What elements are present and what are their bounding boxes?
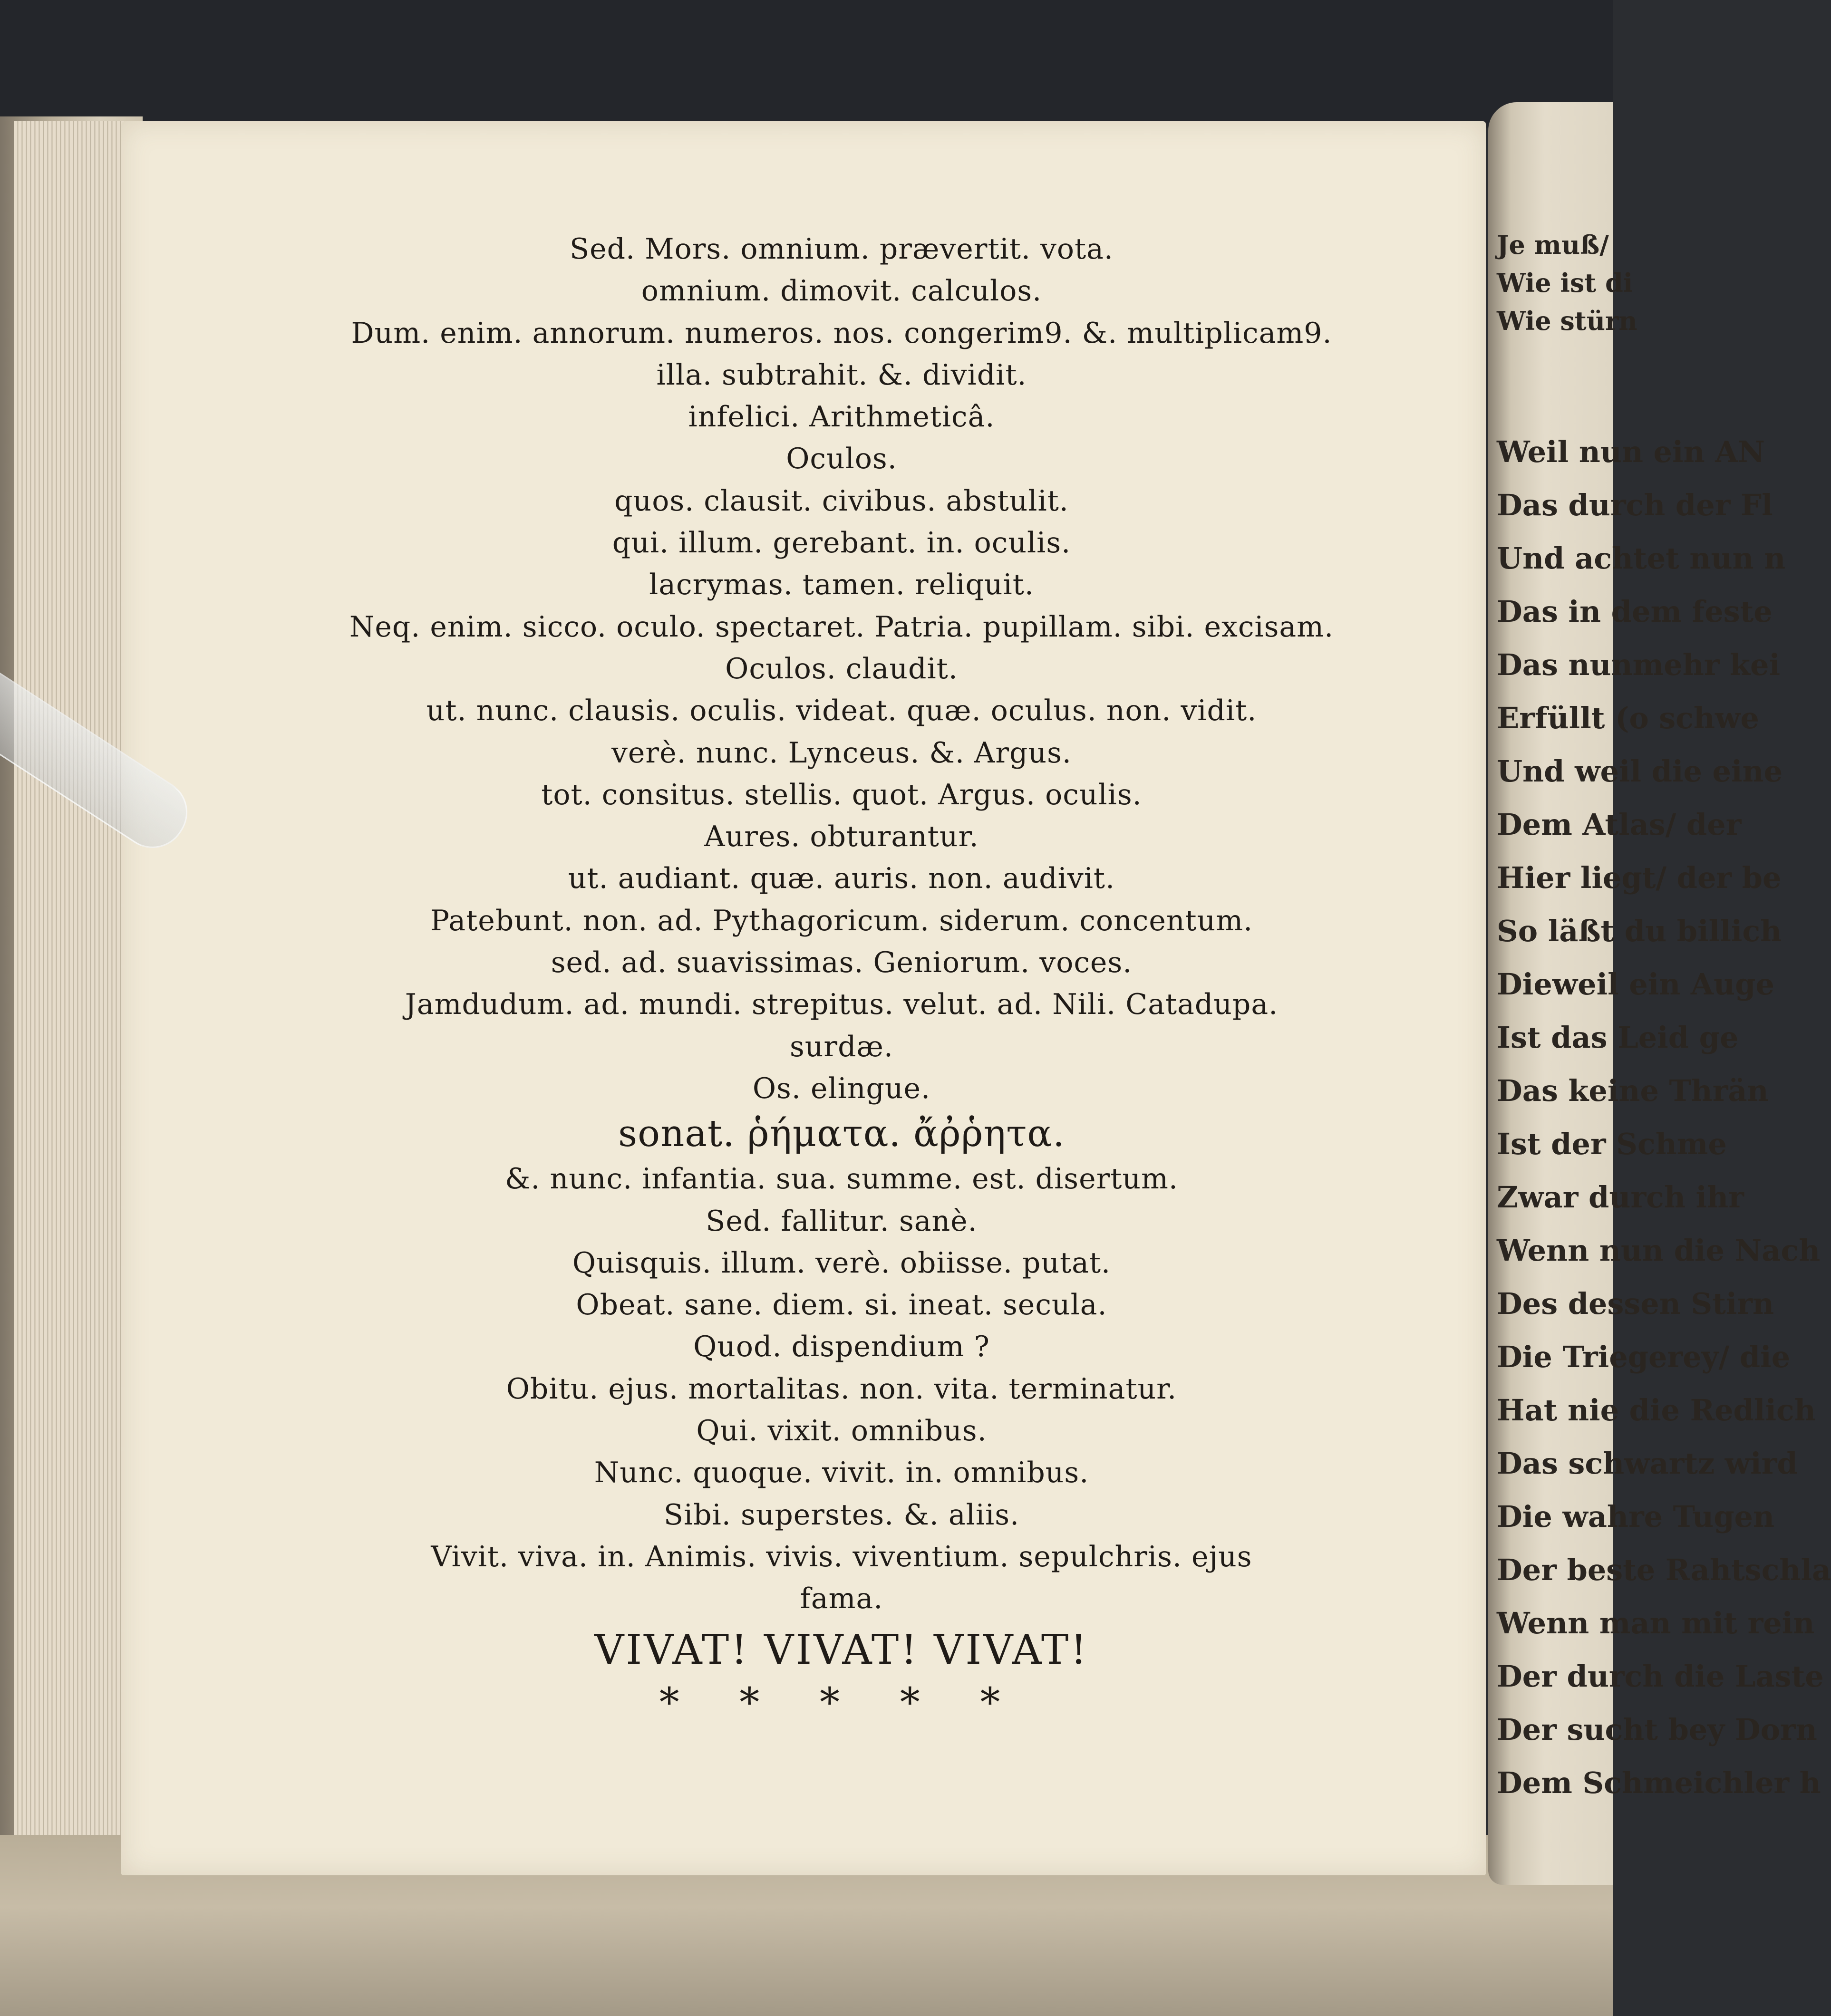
facing-line-fragment: Zwar durch ihr — [1497, 1180, 1744, 1215]
text-line: qui. illum. gerebant. in. oculis. — [612, 526, 1071, 560]
printed-text-block — [266, 228, 1417, 1728]
text-line: surdæ. — [790, 1030, 893, 1063]
facing-line-fragment: Und achtet nun n — [1497, 541, 1786, 576]
text-line: Jamdudum. ad. mundi. strepitus. velut. ad. Nili. Catadupa. — [405, 988, 1279, 1022]
facing-line-fragment: Der beste Rahtschla — [1497, 1553, 1831, 1587]
text-line: Obeat. sane. diem. si. ineat. secula. — [576, 1288, 1107, 1322]
facing-line-fragment: Die Triegerey/ die — [1497, 1340, 1791, 1374]
text-line: omnium. dimovit. calculos. — [641, 274, 1042, 308]
facing-line-fragment: Das durch der Fl — [1497, 488, 1773, 522]
text-line: Os. elingue. — [752, 1071, 931, 1105]
text-line: fama. — [800, 1582, 883, 1616]
facing-line-fragment: Die wahre Tugen — [1497, 1499, 1775, 1534]
closing-acclamation: VIVAT! VIVAT! VIVAT! — [594, 1626, 1089, 1674]
asterism-ornament: * * * * * — [659, 1678, 1024, 1726]
text-line: infelici. Arithmeticâ. — [688, 400, 995, 434]
facing-line-fragment: Ist der Schme — [1497, 1127, 1727, 1161]
text-line: Sed. Mors. omnium. prævertit. vota. — [570, 232, 1114, 266]
text-line: Patebunt. non. ad. Pythagoricum. siderum. concentum. — [430, 904, 1253, 937]
backdrop — [0, 0, 1613, 128]
facing-line-fragment: Wenn man mit rein — [1497, 1606, 1815, 1640]
facing-line-fragment: Weil nun ein AN — [1497, 434, 1765, 469]
text-line: Nunc. quoque. vivit. in. omnibus. — [594, 1456, 1089, 1490]
text-line: Quod. dispendium ? — [693, 1330, 990, 1364]
text-line: tot. consitus. stellis. quot. Argus. oculis. — [541, 778, 1142, 811]
text-line: &. nunc. infantia. sua. summe. est. disertum. — [505, 1162, 1178, 1196]
text-line: Aures. obturantur. — [704, 820, 979, 854]
facing-heading-fragment: Je muß/ — [1497, 230, 1609, 260]
facing-line-fragment: Das keine Thrän — [1497, 1073, 1769, 1108]
facing-line-fragment: So läßt du billich — [1497, 914, 1782, 948]
page-edges — [14, 121, 133, 1856]
text-line: Neq. enim. sicco. oculo. spectaret. Patria. pupillam. sibi. excisam. — [349, 610, 1334, 644]
facing-line-fragment: Ist das Leid ge — [1497, 1020, 1739, 1055]
facing-line-fragment: Dem Schmeichler h — [1497, 1765, 1821, 1800]
facing-line-fragment: Und weil die eine — [1497, 754, 1783, 789]
facing-heading-fragment: Wie ist di — [1497, 268, 1633, 298]
facing-page — [1488, 102, 1831, 1885]
facing-line-fragment: Hier liegt/ der be — [1497, 860, 1782, 895]
text-line: Quisquis. illum. verè. obiisse. putat. — [572, 1246, 1111, 1280]
text-line: Vivit. viva. in. Animis. vivis. viventium. sepulchris. ejus — [431, 1540, 1252, 1573]
facing-line-fragment: Dem Atlas/ der — [1497, 807, 1742, 842]
facing-line-fragment: Erfüllt (o schwe — [1497, 701, 1759, 735]
facing-line-fragment: Des dessen Stirn — [1497, 1286, 1774, 1321]
text-line: Oculos. claudit. — [725, 652, 958, 685]
text-line: Qui. vixit. omnibus. — [696, 1414, 987, 1448]
facing-line-fragment: Der durch die Laste — [1497, 1659, 1824, 1694]
text-line: Dum. enim. annorum. numeros. nos. congerim9. &. multiplicam9. — [351, 316, 1332, 350]
text-line: Sibi. superstes. &. aliis. — [663, 1498, 1020, 1532]
text-line: quos. clausit. civibus. abstulit. — [614, 484, 1069, 518]
facing-line-fragment: Wenn nun die Nach — [1497, 1233, 1821, 1268]
text-line: illa. subtrahit. &. dividit. — [656, 358, 1027, 392]
facing-line-fragment: Hat nie die Redlich — [1497, 1393, 1816, 1428]
facing-line-fragment: Der sucht bey Dorn — [1497, 1712, 1817, 1747]
text-line: verè. nunc. Lynceus. &. Argus. — [611, 736, 1072, 770]
text-line: Obitu. ejus. mortalitas. non. vita. terminatur. — [506, 1372, 1177, 1406]
sonat-greek-line: sonat. ῥήματα. ἄῤῥητα. — [618, 1112, 1065, 1156]
text-line: ut. audiant. quæ. auris. non. audivit. — [568, 862, 1115, 896]
facing-page-fragments — [1497, 226, 1831, 1810]
text-line: ut. nunc. clausis. oculis. videat. quæ. oculus. non. vidit. — [426, 694, 1257, 728]
text-line: lacrymas. tamen. reliquit. — [649, 568, 1034, 602]
text-line: sed. ad. suavissimas. Geniorum. voces. — [551, 946, 1133, 980]
text-line: Oculos. — [786, 442, 897, 476]
facing-line-fragment: Das schwartz wird — [1497, 1446, 1798, 1481]
text-line: Sed. fallitur. sanè. — [706, 1204, 978, 1238]
facing-gap — [1497, 340, 1630, 425]
facing-line-fragment: Das in dem feste — [1497, 594, 1773, 629]
facing-heading-fragment: Wie stürn — [1497, 306, 1637, 336]
facing-line-fragment: Dieweil ein Auge — [1497, 967, 1774, 1002]
facing-line-fragment: Das nunmehr kei — [1497, 647, 1780, 682]
